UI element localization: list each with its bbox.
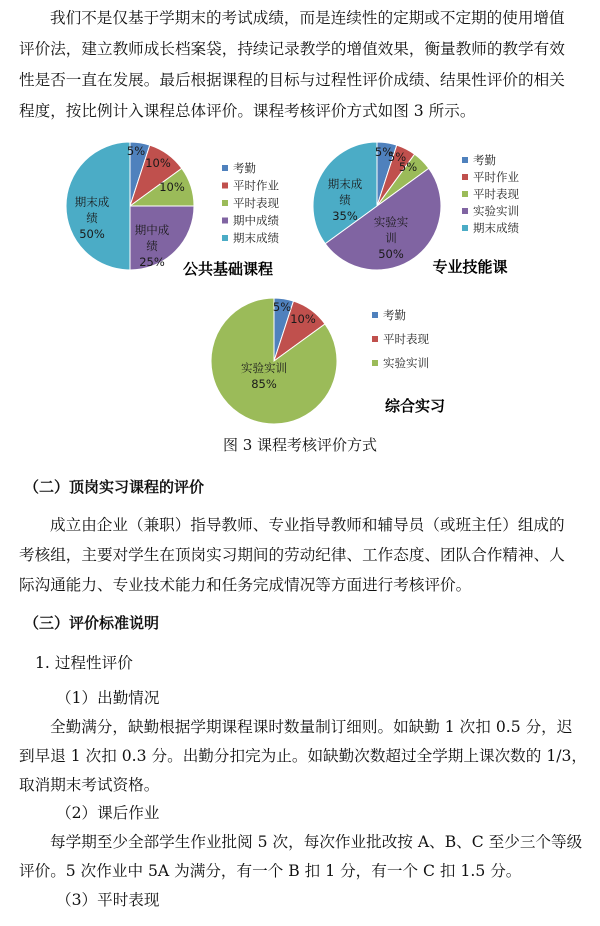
pie-slice-label-2: 10% — [290, 312, 316, 326]
pie-slice-label-3: 实验实训 85% — [241, 361, 287, 391]
figure-caption: 图 3 课程考核评价方式 — [222, 436, 378, 454]
sub-homework-heading: （2）课后作业 — [56, 804, 160, 822]
legend-swatch-2 — [372, 336, 378, 342]
homework-line-2: 评价。5 次作业中 5A 为满分，有一个 B 扣 1 分，有一个 C 扣 1.5 分。 — [19, 862, 522, 880]
legend-swatch-4 — [222, 218, 228, 224]
pie-chart-public-basic — [66, 142, 279, 278]
attendance-line-3: 取消期末考试资格。 — [19, 776, 160, 794]
legend-label-2: 平时作业 — [473, 170, 519, 184]
pie-slice-label-2: 5% — [387, 150, 407, 164]
pie-slice-label-3: 5% — [398, 160, 418, 174]
attendance-line-1: 全勤满分，缺勤根据学期课程课时数量制订细则。如缺勤 1 次扣 0.5 分，迟 — [50, 718, 573, 736]
pie-slice-label-4: 实验实训 50% — [373, 215, 409, 261]
legend-label-3: 实验实训 — [383, 356, 429, 370]
figure-3-pie-charts — [0, 138, 600, 428]
legend-label-4: 期中成绩 — [233, 213, 279, 228]
pie-chart-professional-skills — [313, 142, 519, 276]
legend-label-2: 平时表现 — [383, 332, 429, 346]
pie-chart-title: 综合实习 — [384, 397, 446, 415]
legend-label-1: 考勤 — [473, 153, 496, 167]
pie-slice-label-5: 期末成绩 50% — [74, 195, 110, 241]
intro-line-1: 我们不是仅基于学期末的考试成绩，而是连续性的定期或不定期的使用增值 — [50, 9, 565, 27]
legend-swatch-4 — [462, 208, 468, 214]
legend-label-2: 平时作业 — [233, 178, 279, 193]
pie-chart-comprehensive-internship — [211, 298, 445, 424]
legend-swatch-3 — [222, 200, 228, 206]
pie-chart-title: 公共基础课程 — [182, 260, 274, 278]
section-2-line-2: 考核组，主要对学生在顶岗实习期间的劳动纪律、工作态度、团队合作精神、人 — [19, 546, 565, 564]
intro-line-2: 评价法，建立教师成长档案袋，持续记录教学的增值效果，衡量教师的教学有效 — [19, 40, 565, 58]
pie-slice-label-5: 期末成绩 35% — [327, 177, 363, 223]
pie-slice-label-3: 10% — [159, 180, 185, 194]
homework-line-1: 每学期至少全部学生作业批阅 5 次，每次作业批改按 A、B、C 至少三个等级 — [50, 833, 583, 851]
legend-swatch-2 — [462, 174, 468, 180]
legend-swatch-5 — [462, 225, 468, 231]
section-2-line-3: 际沟通能力、专业技术能力和任务完成情况等方面进行考核评价。 — [19, 576, 472, 594]
section-3-heading: （三）评价标准说明 — [24, 614, 160, 632]
item-process-evaluation: 1. 过程性评价 — [35, 654, 133, 672]
legend-label-1: 考勤 — [233, 161, 256, 175]
legend-label-5: 期末成绩 — [473, 221, 519, 235]
pie-slice-label-4: 期中成绩 25% — [134, 223, 170, 269]
section-2-line-1: 成立由企业（兼职）指导教师、专业指导教师和辅导员（或班主任）组成的 — [50, 516, 565, 534]
legend-swatch-5 — [222, 235, 228, 241]
legend-swatch-1 — [372, 312, 378, 318]
pie-slice-label-2: 10% — [145, 156, 171, 170]
legend-swatch-1 — [462, 157, 468, 163]
pie-slice-label-1: 5% — [126, 144, 146, 158]
legend-label-5: 期末成绩 — [233, 231, 279, 245]
legend-label-3: 平时表现 — [473, 187, 519, 201]
section-2-heading: （二）顶岗实习课程的评价 — [24, 478, 205, 496]
intro-line-4: 程度，按比例计入课程总体评价。课程考核评价方式如图 3 所示。 — [19, 102, 476, 120]
pie-chart-title: 专业技能课 — [432, 258, 508, 276]
legend-swatch-2 — [222, 183, 228, 189]
legend-label-3: 平时表现 — [233, 196, 279, 210]
pie-slice-label-1: 5% — [272, 300, 292, 314]
legend-label-4: 实验实训 — [473, 204, 519, 218]
legend-swatch-1 — [222, 165, 228, 171]
sub-daily-performance-heading: （3）平时表现 — [56, 891, 160, 909]
attendance-line-2: 到早退 1 次扣 0.3 分。出勤分扣完为止。如缺勤次数超过全学期上课次数的 1/3， — [19, 747, 588, 765]
legend-label-1: 考勤 — [383, 308, 406, 322]
pie-slice-label-1: 5% — [374, 145, 394, 159]
legend-swatch-3 — [372, 360, 378, 366]
legend-swatch-3 — [462, 191, 468, 197]
sub-attendance-heading: （1）出勤情况 — [56, 689, 160, 707]
intro-line-3: 性是否一直在发展。最后根据课程的目标与过程性评价成绩、结果性评价的相关 — [19, 71, 565, 89]
